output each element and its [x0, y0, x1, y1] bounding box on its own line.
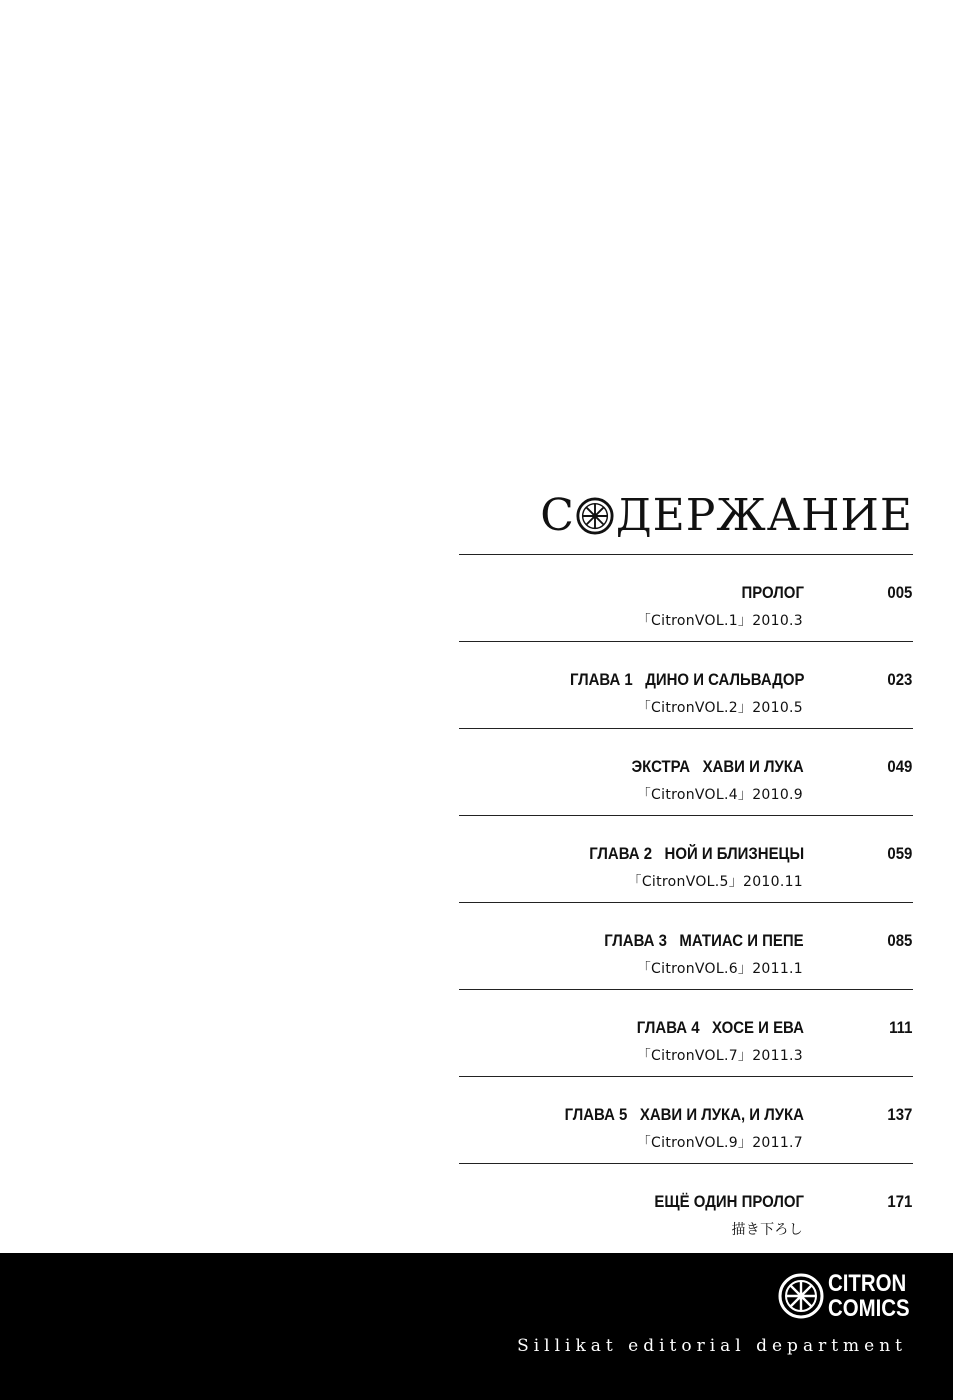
chapter-source: 「CitronVOL.7」2011.3: [636, 1048, 803, 1064]
logo-line-2: COMICS: [828, 1295, 910, 1322]
toc-entry: [459, 729, 913, 815]
page-number: 059: [887, 844, 912, 863]
toc-entry: [459, 642, 913, 728]
page-title: [540, 490, 913, 541]
toc-entry: [459, 1077, 913, 1163]
page-number: 005: [887, 583, 912, 602]
chapter-title: ЕЩЁ ОДИН ПРОЛОГ: [654, 1192, 804, 1211]
chapter-source: 描き下ろし: [731, 1222, 803, 1238]
publisher-footer: [0, 1253, 953, 1400]
toc-entry: [459, 990, 913, 1076]
chapter-title: ПРОЛОГ: [741, 583, 804, 602]
title-prefix: С: [540, 490, 575, 541]
chapter-title: ГЛАВА 5 ХАВИ И ЛУКА, И ЛУКА: [564, 1105, 804, 1124]
citron-comics-logo: [778, 1271, 924, 1321]
page-number: 171: [887, 1192, 912, 1211]
chapter-title: ГЛАВА 4 ХОСЕ И ЕВА: [636, 1018, 804, 1037]
department-credit: Sillikat editorial department: [517, 1336, 907, 1356]
chapter-title: ГЛАВА 3 МАТИАС И ПЕПЕ: [604, 931, 804, 950]
citrus-wheel-icon: [778, 1273, 824, 1319]
toc-entry: [459, 1164, 913, 1250]
chapter-source: 「CitronVOL.2」2010.5: [636, 700, 803, 716]
toc-entry: [459, 816, 913, 902]
chapter-title: ГЛАВА 1 ДИНО И САЛЬВАДОР: [569, 670, 804, 689]
chapter-source: 「CitronVOL.5」2010.11: [627, 874, 803, 890]
page-number: 137: [887, 1105, 912, 1124]
chapter-source: 「CitronVOL.9」2011.7: [636, 1135, 803, 1151]
chapter-source: 「CitronVOL.4」2010.9: [636, 787, 803, 803]
citrus-wheel-icon: [576, 497, 614, 535]
chapter-title: ЭКСТРА ХАВИ И ЛУКА: [631, 757, 804, 776]
title-suffix: ДЕРЖАНИЕ: [615, 490, 913, 541]
toc-entry: [459, 555, 913, 641]
table-of-contents: [459, 554, 913, 1250]
toc-entry: [459, 903, 913, 989]
chapter-source: 「CitronVOL.6」2011.1: [636, 961, 803, 977]
page-number: 023: [887, 670, 912, 689]
page-number: 111: [888, 1018, 912, 1037]
page-number: 085: [887, 931, 912, 950]
chapter-title: ГЛАВА 2 НОЙ И БЛИЗНЕЦЫ: [589, 844, 804, 863]
page-number: 049: [887, 757, 912, 776]
logo-line-1: CITRON: [828, 1270, 907, 1297]
chapter-source: 「CitronVOL.1」2010.3: [636, 613, 803, 629]
